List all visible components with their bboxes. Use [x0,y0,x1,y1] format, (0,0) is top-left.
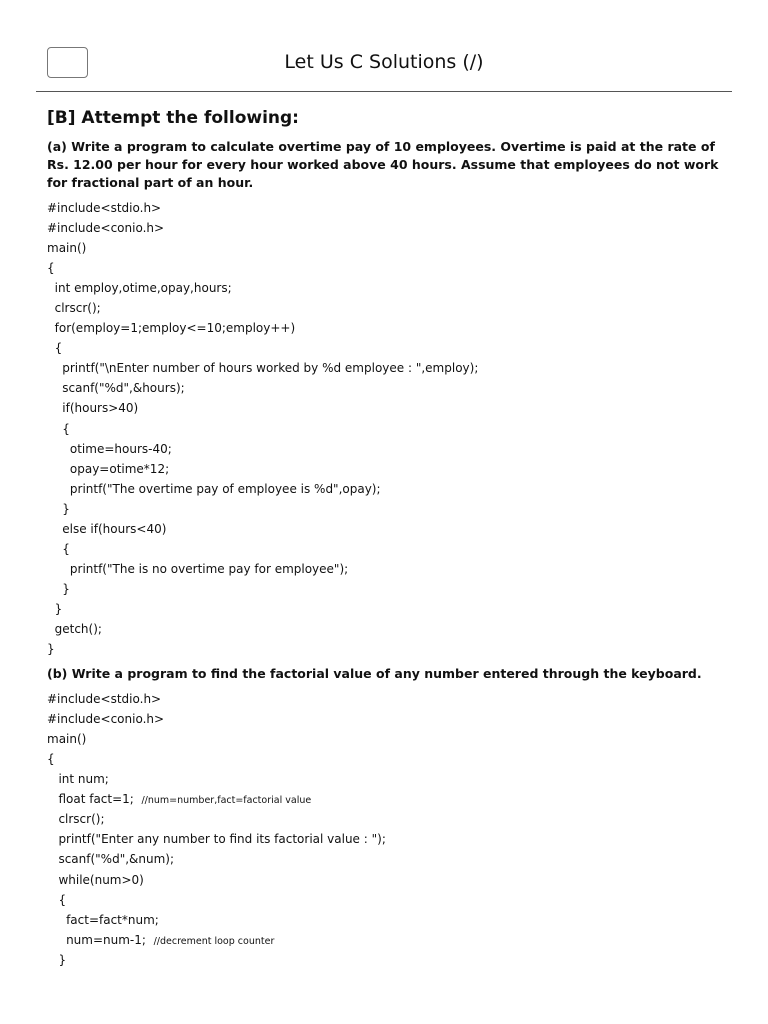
code-line: getch(); [47,621,102,636]
code-line: printf("The overtime pay of employee is %d",opay); [47,481,381,496]
code-line: if(hours>40) [47,401,139,416]
code-line: { [47,341,63,356]
code-line: opay=otime*12; [47,461,170,476]
code-line [47,749,727,769]
code-text: int num; [47,772,109,787]
code-text: scanf("%d",&num); [47,852,175,867]
code-line: #include<conio.h> [47,221,165,236]
code-line [47,890,727,910]
code-block-a [47,198,727,659]
code-line [47,930,727,950]
code-text: #include<conio.h> [47,712,165,727]
site-title-text[interactable]: Let Us C Solutions (/) [284,51,484,73]
question-a: (a) Write a program to calculate overtime pay of 10 employees. Overtime is paid at the rate of Rs. 12.00 per hour for every hour worked above 40 hours. Assume that employees do not work for fractional part of an hour. [47,139,719,190]
code-text: fact=fact*num; [47,912,159,927]
code-text: float fact=1; [47,792,142,807]
code-line: clrscr(); [47,301,101,316]
code-text: num=num-1; [47,932,154,947]
main-content [47,106,727,970]
site-title[interactable] [0,51,768,73]
code-comment: //num=number,fact=factorial value [141,795,312,807]
code-text: main() [47,732,87,747]
code-line [47,729,727,749]
code-line: else if(hours<40) [47,521,167,536]
code-line [47,950,727,970]
code-block-b [47,689,727,970]
code-text: while(num>0) [47,872,144,887]
code-text: } [47,952,67,967]
question-b: (b) Write a program to find the factorial value of any number entered through the keyboard. [47,666,702,682]
code-text: printf("Enter any number to find its factorial value : "); [47,832,386,847]
code-line: otime=hours-40; [47,441,172,456]
code-text: { [47,892,67,907]
code-line [47,910,727,930]
code-text: { [47,752,55,767]
code-text: #include<stdio.h> [47,692,162,707]
code-line: main() [47,241,87,256]
code-line: #include<stdio.h> [47,201,162,215]
code-line [47,709,727,729]
code-line: } [47,501,70,516]
code-line [47,689,727,709]
code-line: scanf("%d",&hours); [47,381,185,396]
code-line: { [47,541,70,556]
code-comment: //decrement loop counter [153,935,275,947]
section-heading: [B] Attempt the following: [47,108,299,128]
code-line: { [47,421,70,436]
code-line: } [47,581,70,596]
code-line [47,809,727,829]
code-text: clrscr(); [47,812,105,827]
code-line [47,769,727,789]
code-line: } [47,601,63,616]
page-header [0,0,768,93]
code-line [47,870,727,890]
code-line: printf("\nEnter number of hours worked by %d employee : ",employ); [47,361,479,376]
code-line: int employ,otime,opay,hours; [47,281,232,296]
code-line [47,849,727,869]
code-line [47,789,727,809]
code-line: for(employ=1;employ<=10;employ++) [47,321,296,336]
header-divider [36,91,732,92]
code-line: } [47,642,55,657]
code-line: printf("The is no overtime pay for employee"); [47,561,349,576]
code-line [47,829,727,849]
code-line: { [47,261,55,276]
